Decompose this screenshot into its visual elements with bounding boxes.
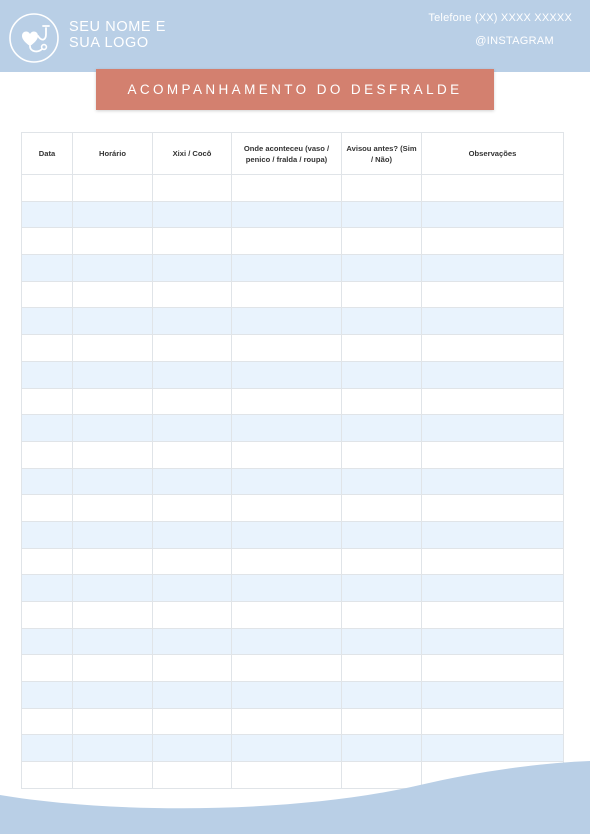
- table-cell-onde[interactable]: [232, 521, 342, 548]
- column-header-data: Data: [22, 133, 73, 175]
- column-header-onde: Onde aconteceu (vaso / penico / fralda / roupa): [232, 133, 342, 175]
- table-cell-horario[interactable]: [73, 281, 153, 308]
- table-cell-data[interactable]: [22, 388, 73, 415]
- table-cell-horario[interactable]: [73, 228, 153, 255]
- table-row: [22, 495, 564, 522]
- instagram-text: @INSTAGRAM: [475, 35, 554, 47]
- table-cell-xixi_coco[interactable]: [153, 281, 232, 308]
- table-cell-xixi_coco[interactable]: [153, 521, 232, 548]
- table-cell-avisou[interactable]: [342, 441, 422, 468]
- table-cell-observacoes[interactable]: [422, 255, 564, 282]
- table-cell-horario[interactable]: [73, 361, 153, 388]
- table-cell-data[interactable]: [22, 548, 73, 575]
- table-cell-onde[interactable]: [232, 415, 342, 442]
- table-cell-horario[interactable]: [73, 335, 153, 362]
- table-cell-observacoes[interactable]: [422, 628, 564, 655]
- phone-text: Telefone (XX) XXXX XXXXX: [428, 12, 572, 24]
- table-cell-observacoes[interactable]: [422, 388, 564, 415]
- table-cell-onde[interactable]: [232, 308, 342, 335]
- table-cell-onde[interactable]: [232, 682, 342, 709]
- table-cell-horario[interactable]: [73, 548, 153, 575]
- table-cell-observacoes[interactable]: [422, 575, 564, 602]
- table-cell-observacoes[interactable]: [422, 335, 564, 362]
- table-row: [22, 415, 564, 442]
- table-row: [22, 201, 564, 228]
- table-cell-observacoes[interactable]: [422, 228, 564, 255]
- table-cell-horario[interactable]: [73, 441, 153, 468]
- table-cell-horario[interactable]: [73, 602, 153, 629]
- table-cell-data[interactable]: [22, 175, 73, 202]
- table-row: [22, 708, 564, 735]
- table-cell-data[interactable]: [22, 415, 73, 442]
- table-cell-onde[interactable]: [232, 175, 342, 202]
- table-cell-observacoes[interactable]: [422, 655, 564, 682]
- table-cell-observacoes[interactable]: [422, 441, 564, 468]
- table-row: [22, 548, 564, 575]
- table-cell-avisou[interactable]: [342, 361, 422, 388]
- table-cell-onde[interactable]: [232, 281, 342, 308]
- table-cell-data[interactable]: [22, 228, 73, 255]
- title-bar: [96, 69, 494, 110]
- table-cell-avisou[interactable]: [342, 201, 422, 228]
- table-cell-data[interactable]: [22, 468, 73, 495]
- table-cell-horario[interactable]: [73, 628, 153, 655]
- table-cell-data[interactable]: [22, 335, 73, 362]
- table-cell-observacoes[interactable]: [422, 415, 564, 442]
- table-cell-onde[interactable]: [232, 388, 342, 415]
- table-cell-observacoes[interactable]: [422, 468, 564, 495]
- table-cell-xixi_coco[interactable]: [153, 708, 232, 735]
- table-header-row: [22, 133, 564, 175]
- bottom-wave: [0, 755, 590, 834]
- table-cell-data[interactable]: [22, 628, 73, 655]
- page-title: ACOMPANHAMENTO DO DESFRALDE: [127, 82, 463, 97]
- table-row: [22, 682, 564, 709]
- table-row: [22, 388, 564, 415]
- table-row: [22, 281, 564, 308]
- table-row: [22, 361, 564, 388]
- table-cell-onde[interactable]: [232, 708, 342, 735]
- table-cell-data[interactable]: [22, 495, 73, 522]
- table-cell-avisou[interactable]: [342, 335, 422, 362]
- table-row: [22, 575, 564, 602]
- table-cell-avisou[interactable]: [342, 602, 422, 629]
- table-cell-avisou[interactable]: [342, 308, 422, 335]
- table-cell-xixi_coco[interactable]: [153, 255, 232, 282]
- table-cell-avisou[interactable]: [342, 708, 422, 735]
- table-cell-observacoes[interactable]: [422, 708, 564, 735]
- table-row: [22, 335, 564, 362]
- column-header-observacoes: Observações: [422, 133, 564, 175]
- table-cell-data[interactable]: [22, 255, 73, 282]
- table-cell-xixi_coco[interactable]: [153, 548, 232, 575]
- table-cell-horario[interactable]: [73, 308, 153, 335]
- table-cell-data[interactable]: [22, 708, 73, 735]
- table-row: [22, 468, 564, 495]
- table-cell-horario[interactable]: [73, 415, 153, 442]
- table-cell-xixi_coco[interactable]: [153, 228, 232, 255]
- table-row: [22, 308, 564, 335]
- table-cell-onde[interactable]: [232, 548, 342, 575]
- table-cell-horario[interactable]: [73, 175, 153, 202]
- column-header-avisou: Avisou antes? (Sim / Não): [342, 133, 422, 175]
- table-cell-horario[interactable]: [73, 682, 153, 709]
- table-cell-xixi_coco[interactable]: [153, 415, 232, 442]
- table-cell-data[interactable]: [22, 361, 73, 388]
- table-cell-xixi_coco[interactable]: [153, 388, 232, 415]
- table-cell-data[interactable]: [22, 655, 73, 682]
- table-cell-data[interactable]: [22, 281, 73, 308]
- table-cell-data[interactable]: [22, 521, 73, 548]
- table-cell-onde[interactable]: [232, 228, 342, 255]
- table-cell-avisou[interactable]: [342, 495, 422, 522]
- table-cell-observacoes[interactable]: [422, 175, 564, 202]
- table-cell-xixi_coco[interactable]: [153, 495, 232, 522]
- table-cell-onde[interactable]: [232, 495, 342, 522]
- table-cell-onde[interactable]: [232, 468, 342, 495]
- table-cell-avisou[interactable]: [342, 255, 422, 282]
- table-cell-avisou[interactable]: [342, 575, 422, 602]
- table-cell-xixi_coco[interactable]: [153, 602, 232, 629]
- table-cell-avisou[interactable]: [342, 415, 422, 442]
- table-body: [22, 175, 564, 789]
- table-cell-onde[interactable]: [232, 335, 342, 362]
- table-row: [22, 602, 564, 629]
- heart-stethoscope-icon: [8, 12, 60, 64]
- table-cell-avisou[interactable]: [342, 548, 422, 575]
- table-cell-horario[interactable]: [73, 255, 153, 282]
- table-row: [22, 628, 564, 655]
- table-row: [22, 175, 564, 202]
- table-cell-observacoes[interactable]: [422, 521, 564, 548]
- table-cell-onde[interactable]: [232, 628, 342, 655]
- table-cell-observacoes[interactable]: [422, 682, 564, 709]
- table-cell-horario[interactable]: [73, 468, 153, 495]
- table-cell-onde[interactable]: [232, 655, 342, 682]
- table-cell-horario[interactable]: [73, 495, 153, 522]
- table-cell-data[interactable]: [22, 201, 73, 228]
- table-cell-avisou[interactable]: [342, 175, 422, 202]
- table-cell-observacoes[interactable]: [422, 495, 564, 522]
- table-cell-data[interactable]: [22, 441, 73, 468]
- table-cell-horario[interactable]: [73, 655, 153, 682]
- logo-text: [69, 19, 166, 51]
- table-cell-xixi_coco[interactable]: [153, 575, 232, 602]
- table-cell-observacoes[interactable]: [422, 602, 564, 629]
- table-cell-observacoes[interactable]: [422, 361, 564, 388]
- table-row: [22, 228, 564, 255]
- table-cell-xixi_coco[interactable]: [153, 335, 232, 362]
- table-cell-data[interactable]: [22, 575, 73, 602]
- table-cell-xixi_coco[interactable]: [153, 468, 232, 495]
- logo-line-1: SEU NOME E: [69, 19, 167, 35]
- table-cell-horario[interactable]: [73, 708, 153, 735]
- table-row: [22, 255, 564, 282]
- table-cell-avisou[interactable]: [342, 228, 422, 255]
- table-cell-horario[interactable]: [73, 521, 153, 548]
- table-cell-xixi_coco[interactable]: [153, 682, 232, 709]
- table-cell-avisou[interactable]: [342, 521, 422, 548]
- table-cell-data[interactable]: [22, 682, 73, 709]
- table-cell-observacoes[interactable]: [422, 308, 564, 335]
- table-row: [22, 521, 564, 548]
- table-cell-xixi_coco[interactable]: [153, 655, 232, 682]
- table-cell-avisou[interactable]: [342, 682, 422, 709]
- table-cell-onde[interactable]: [232, 602, 342, 629]
- table-cell-data[interactable]: [22, 308, 73, 335]
- table-cell-xixi_coco[interactable]: [153, 308, 232, 335]
- table-cell-onde[interactable]: [232, 201, 342, 228]
- table-cell-avisou[interactable]: [342, 628, 422, 655]
- logo-line-2: SUA LOGO: [69, 35, 149, 51]
- column-header-xixi-coco: Xixi / Cocô: [153, 133, 232, 175]
- table-cell-avisou[interactable]: [342, 655, 422, 682]
- table-cell-observacoes[interactable]: [422, 281, 564, 308]
- table-cell-xixi_coco[interactable]: [153, 175, 232, 202]
- table-cell-onde[interactable]: [232, 255, 342, 282]
- tracking-table: [21, 132, 564, 789]
- tracking-table-wrap: [21, 132, 563, 789]
- table-cell-horario[interactable]: [73, 388, 153, 415]
- table-cell-avisou[interactable]: [342, 388, 422, 415]
- table-cell-onde[interactable]: [232, 575, 342, 602]
- table-cell-onde[interactable]: [232, 441, 342, 468]
- table-cell-horario[interactable]: [73, 575, 153, 602]
- table-row: [22, 441, 564, 468]
- table-cell-avisou[interactable]: [342, 468, 422, 495]
- table-cell-observacoes[interactable]: [422, 201, 564, 228]
- table-cell-xixi_coco[interactable]: [153, 628, 232, 655]
- table-cell-xixi_coco[interactable]: [153, 441, 232, 468]
- table-row: [22, 655, 564, 682]
- table-cell-observacoes[interactable]: [422, 548, 564, 575]
- table-cell-data[interactable]: [22, 602, 73, 629]
- table-cell-onde[interactable]: [232, 361, 342, 388]
- column-header-horario: Horário: [73, 133, 153, 175]
- header-band: [0, 0, 590, 72]
- table-cell-avisou[interactable]: [342, 281, 422, 308]
- table-cell-horario[interactable]: [73, 201, 153, 228]
- table-cell-xixi_coco[interactable]: [153, 201, 232, 228]
- table-cell-xixi_coco[interactable]: [153, 361, 232, 388]
